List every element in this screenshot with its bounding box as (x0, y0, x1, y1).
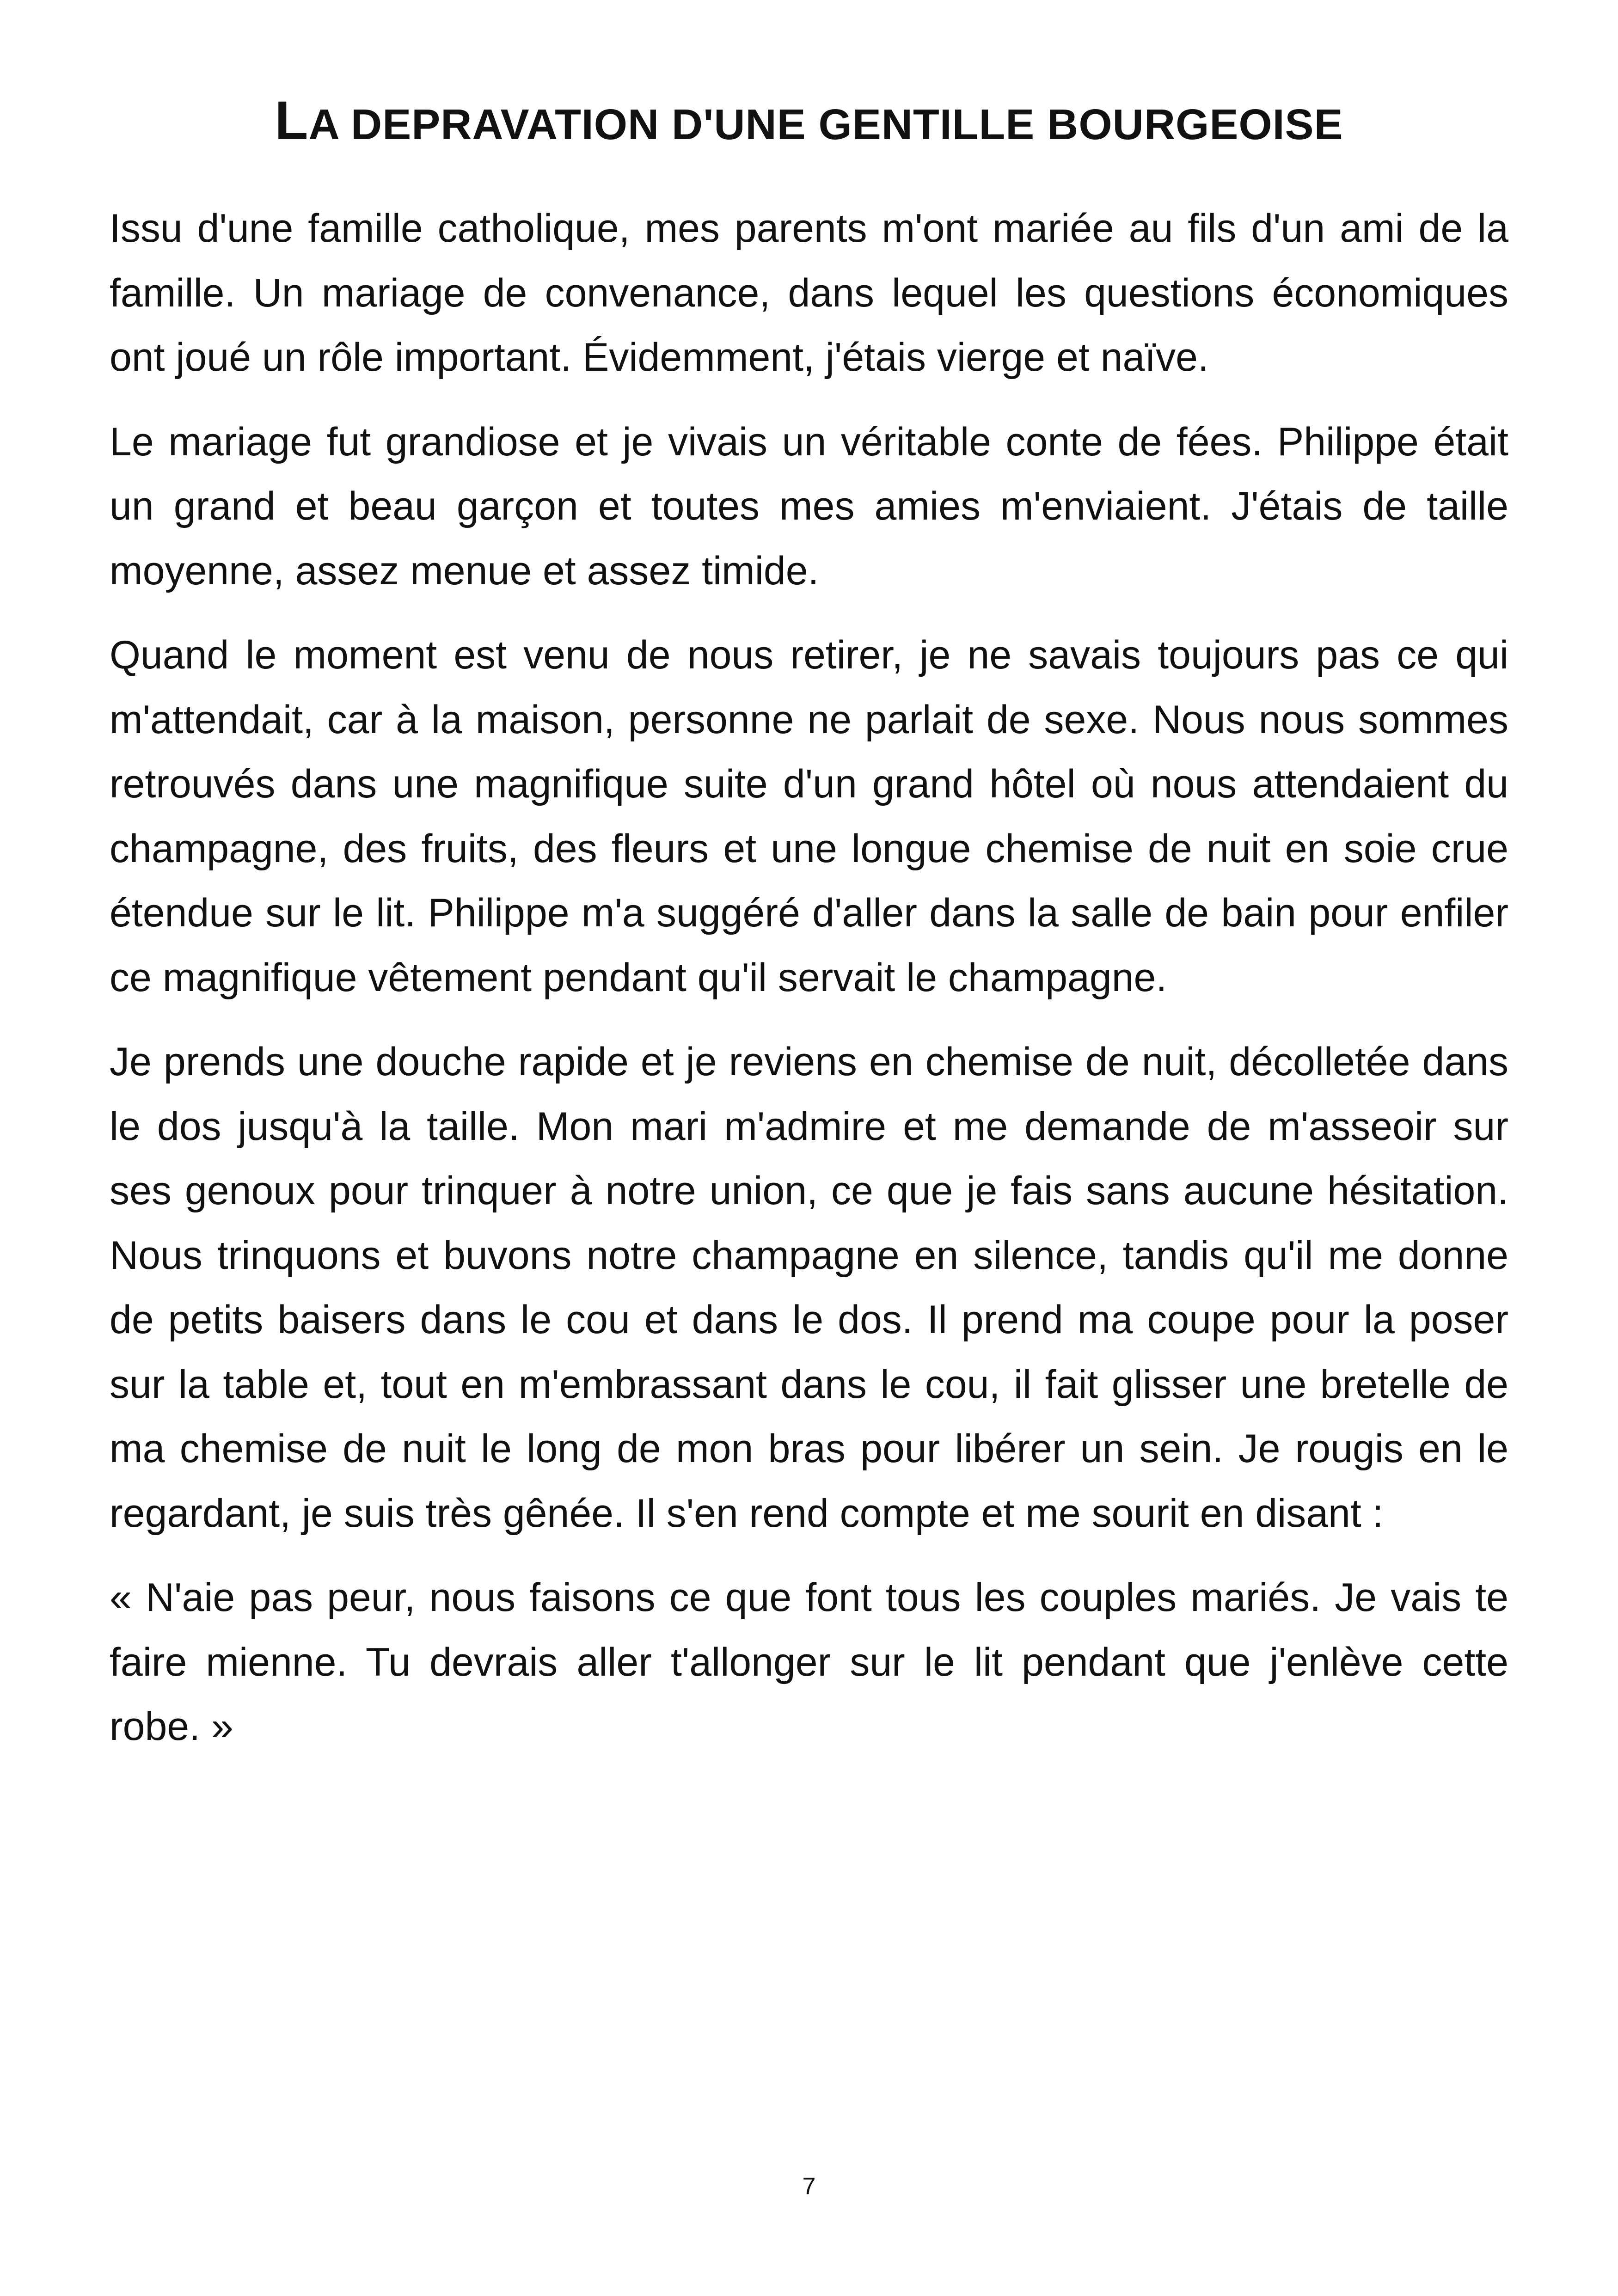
paragraph-1: Issu d'une famille catholique, mes parents m'ont mariée au fils d'un ami de la famille. Un mariage de convenance, dans lequel les questions économiques ont joué un rôle important. Évidemment, j'étais vierge et naïve. (110, 206, 1508, 380)
page-number: 7 (802, 2173, 816, 2200)
page-title (0, 91, 1618, 154)
title-initial: L (275, 90, 309, 151)
title-text: A DEPRAVATION D'UNE GENTILLE BOURGEOISE (308, 100, 1343, 148)
paragraph-2: Le mariage fut grandiose et je vivais un véritable conte de fées. Philippe était un grand et beau garçon et toutes mes amies m'enviaient. J'étais de taille moyenne, assez menue et assez timide. (110, 419, 1508, 593)
paragraph-4: Je prends une douche rapide et je reviens en chemise de nuit, décolletée dans le dos jusqu'à la taille. Mon mari m'admire et me demande de m'asseoir sur ses genoux pour trinquer à notre union, ce que je fais sans aucune hésitation. Nous trinquons et buvons notre champagne en silence, tandis qu'il me donne de petits baisers dans le cou et dans le dos. Il prend ma coupe pour la poser sur la table et, tout en m'embrassant dans le cou, il fait glisser une bretelle de ma chemise de nuit le long de mon bras pour libérer un sein. Je rougis en le regardant, je suis très gênée. Il s'en rend compte et me sourit en disant : (110, 1040, 1508, 1536)
paragraph-3: Quand le moment est venu de nous retirer, je ne savais toujours pas ce qui m'attendait, car à la maison, personne ne parlait de sexe. Nous nous sommes retrouvés dans une magnifique suite d'un grand hôtel où nous attendaient du champagne, des fruits, des fleurs et une longue chemise de nuit en soie crue étendue sur le lit. Philippe m'a suggéré d'aller dans la salle de bain pour enfiler ce magnifique vêtement pendant qu'il servait le champagne. (110, 633, 1508, 1000)
body-text (110, 196, 1508, 1779)
paragraph-5: « N'aie pas peur, nous faisons ce que font tous les couples mariés. Je vais te faire mienne. Tu devrais aller t'allonger sur le lit pendant que j'enlève cette robe. » (110, 1575, 1508, 1749)
